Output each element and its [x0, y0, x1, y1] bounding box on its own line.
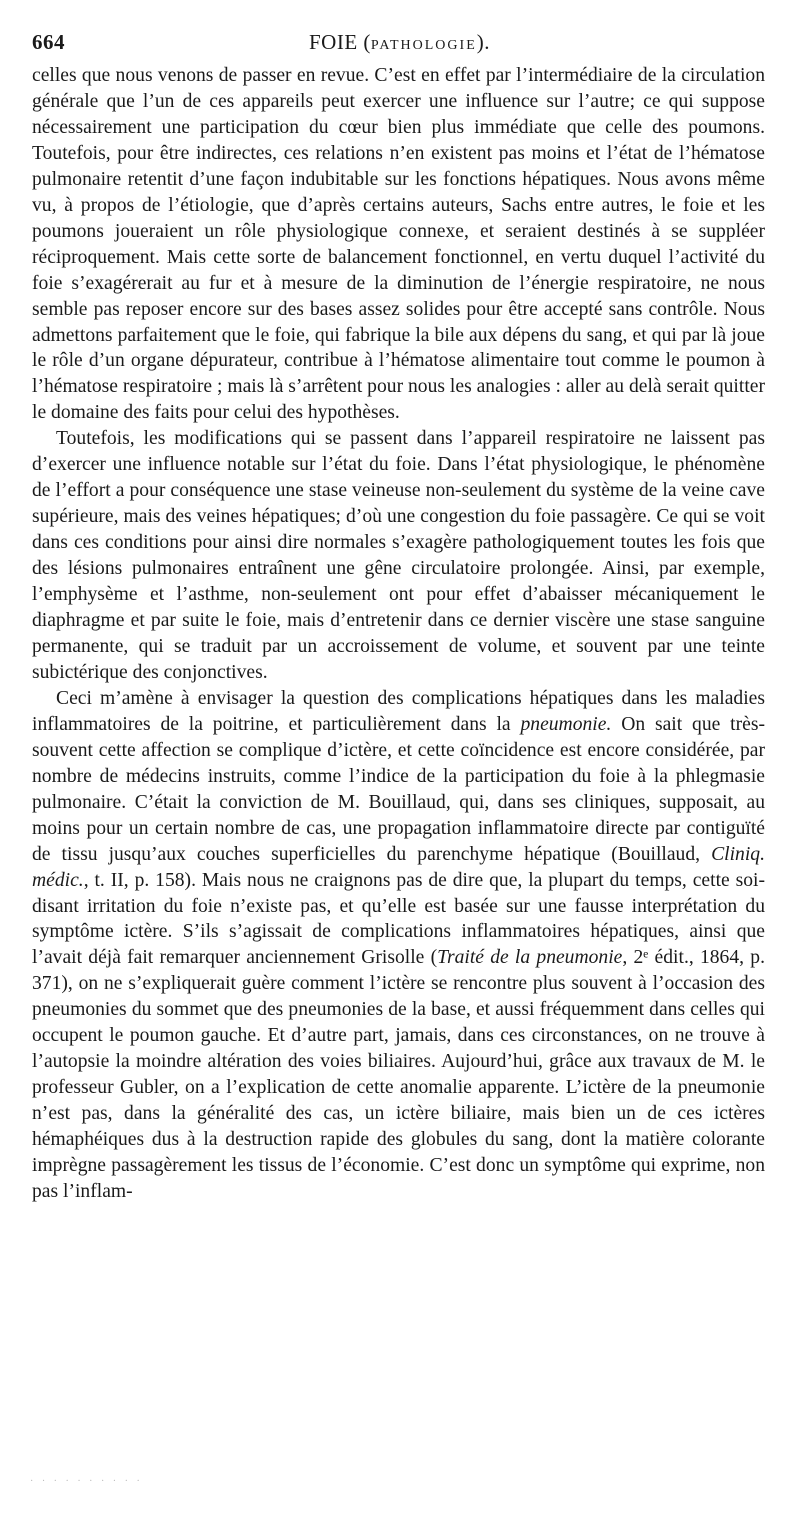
italic-text: Traité de la pneumonie: [437, 947, 623, 969]
body-text: [32, 63, 765, 1205]
italic-text: pneumonie.: [520, 713, 612, 735]
text-run: Ceci m’amène à envisager la question des complications hépatiques dans les maladies inflammatoires de la poitrine, et particulièrement dans la: [32, 687, 765, 735]
running-title-paren-open: (: [363, 30, 371, 54]
scan-noise-dots: · · · · · · · · · ·: [30, 1476, 143, 1487]
running-title-paren-close: ).: [476, 30, 490, 54]
text-run: , 2ᵉ édit., 1864, p. 371), on ne s’expliquerait guère comment l’ictère se rencontre plus souvent à l’occasion des pneumonies du sommet que des pneumonies de la base, et aussi fréquemment dans celles qui occupent le poumon gauche. Et d’autre part, jamais, dans ces circonstances, on ne trouve à l’autopsie la moindre altération des voies biliaires. Aujourd’hui, grâce aux travaux de M. le professeur Gubler, on a l’explication de cette anomalie apparente. L’ictère de la pneumonie n’est pas, dans la généralité des cas, un ictère biliaire, mais bien un de ces ictères hémaphéiques dus à la destruction rapide des globules du sang, dont la matière colorante imprègne passagèrement les tissus de l’économie. C’est donc un symptôme qui exprime, non pas l’inflam-: [32, 947, 765, 1202]
italic-text: Cliniq. médic.: [32, 843, 765, 891]
page-number: 664: [32, 30, 65, 54]
text-run: , t. II, p. 158). Mais nous ne craignons pas de dire que, la plupart du temps, cette soi-disant irritation du foie n’existe pas, et qu’elle est basée sur une fausse interprétation du symptôme ictère. S’ils s’agissait de complications inflammatoires hépatiques, ainsi que l’avait déjà fait remarquer anciennement Grisolle (: [32, 869, 765, 969]
page-header: [32, 30, 767, 60]
paragraph: [32, 63, 765, 426]
text-run: Toutefois, les modifications qui se passent dans l’appareil respiratoire ne laissent pas d’exercer une influence notable sur l’état du foie. Dans l’état physiologique, le phénomène de l’effort a pour conséquence une stase veineuse non-seulement du système de la veine cave supérieure, mais des veines hépatiques; d’où une congestion du foie passagère. Ce qui se voit dans ces conditions pour ainsi dire normales s’exagère pathologiquement toutes les fois que des lésions pulmonaires entraînent une gêne circulatoire prolongée. Ainsi, par exemple, l’emphysème et l’asthme, non-seulement ont pour effet d’abaisser mécaniquement le diaphragme et par suite le foie, mais d’entretenir dans ce dernier viscère une stase sanguine permanente, qui se traduit par un accroissement de volume, et souvent par une teinte subictérique des conjonctives.: [32, 428, 765, 683]
paragraph: [32, 426, 765, 686]
text-run: On sait que très-souvent cette affection se complique d’ictère, et cette coïncidence est encore considérée, par nombre de médecins instruits, comme l’indice de la participation du foie à la phlegmasie pulmonaire. C’était la conviction de M. Bouillaud, qui, dans ses cliniques, supposait, au moins pour un certain nombre de cas, une propagation inflammatoire directe par contiguïté de tissu jusqu’aux couches superficielles du parenchyme hépatique (Bouillaud,: [32, 713, 766, 865]
running-title-sub: PATHOLOGIE: [370, 38, 477, 53]
paragraph: [32, 686, 765, 1205]
running-title: [32, 30, 767, 55]
text-run: celles que nous venons de passer en revue. C’est en effet par l’intermédiaire de la circulation générale que l’un de ces appareils peut exercer une influence sur l’autre; ce qui suppose nécessairement une participation du cœur bien plus immédiate que celle des poumons. Toutefois, pour être indirectes, ces relations n’en existent pas moins et l’état de l’hématose pulmonaire retentit d’une façon indubitable sur les fonctions hépatiques. Nous avons même vu, à propos de l’étiologie, que d’après certains auteurs, Sachs entre autres, le foie et les poumons joueraient un rôle physiologique connexe, et seraient destinés à se suppléer réciproquement. Mais cette sorte de balancement fonctionnel, en vertu duquel l’activité du foie s’exagérerait au fur et à mesure de la diminution de l’énergie respiratoire, ne nous semble pas reposer encore sur des bases assez solides pour être accepté sans contrôle. Nous admettons parfaitement que le foie, qui fabrique la bile aux dépens du sang, et qui par là joue le rôle d’un organe dépurateur, contribue à l’hématose alimentaire tout comme le poumon à l’hématose respiratoire ; mais là s’arrêtent pour nous les analogies : aller au delà serait quitter le domaine des faits pour celui des hypothèses.: [32, 65, 765, 424]
running-title-main: FOIE: [309, 30, 358, 54]
